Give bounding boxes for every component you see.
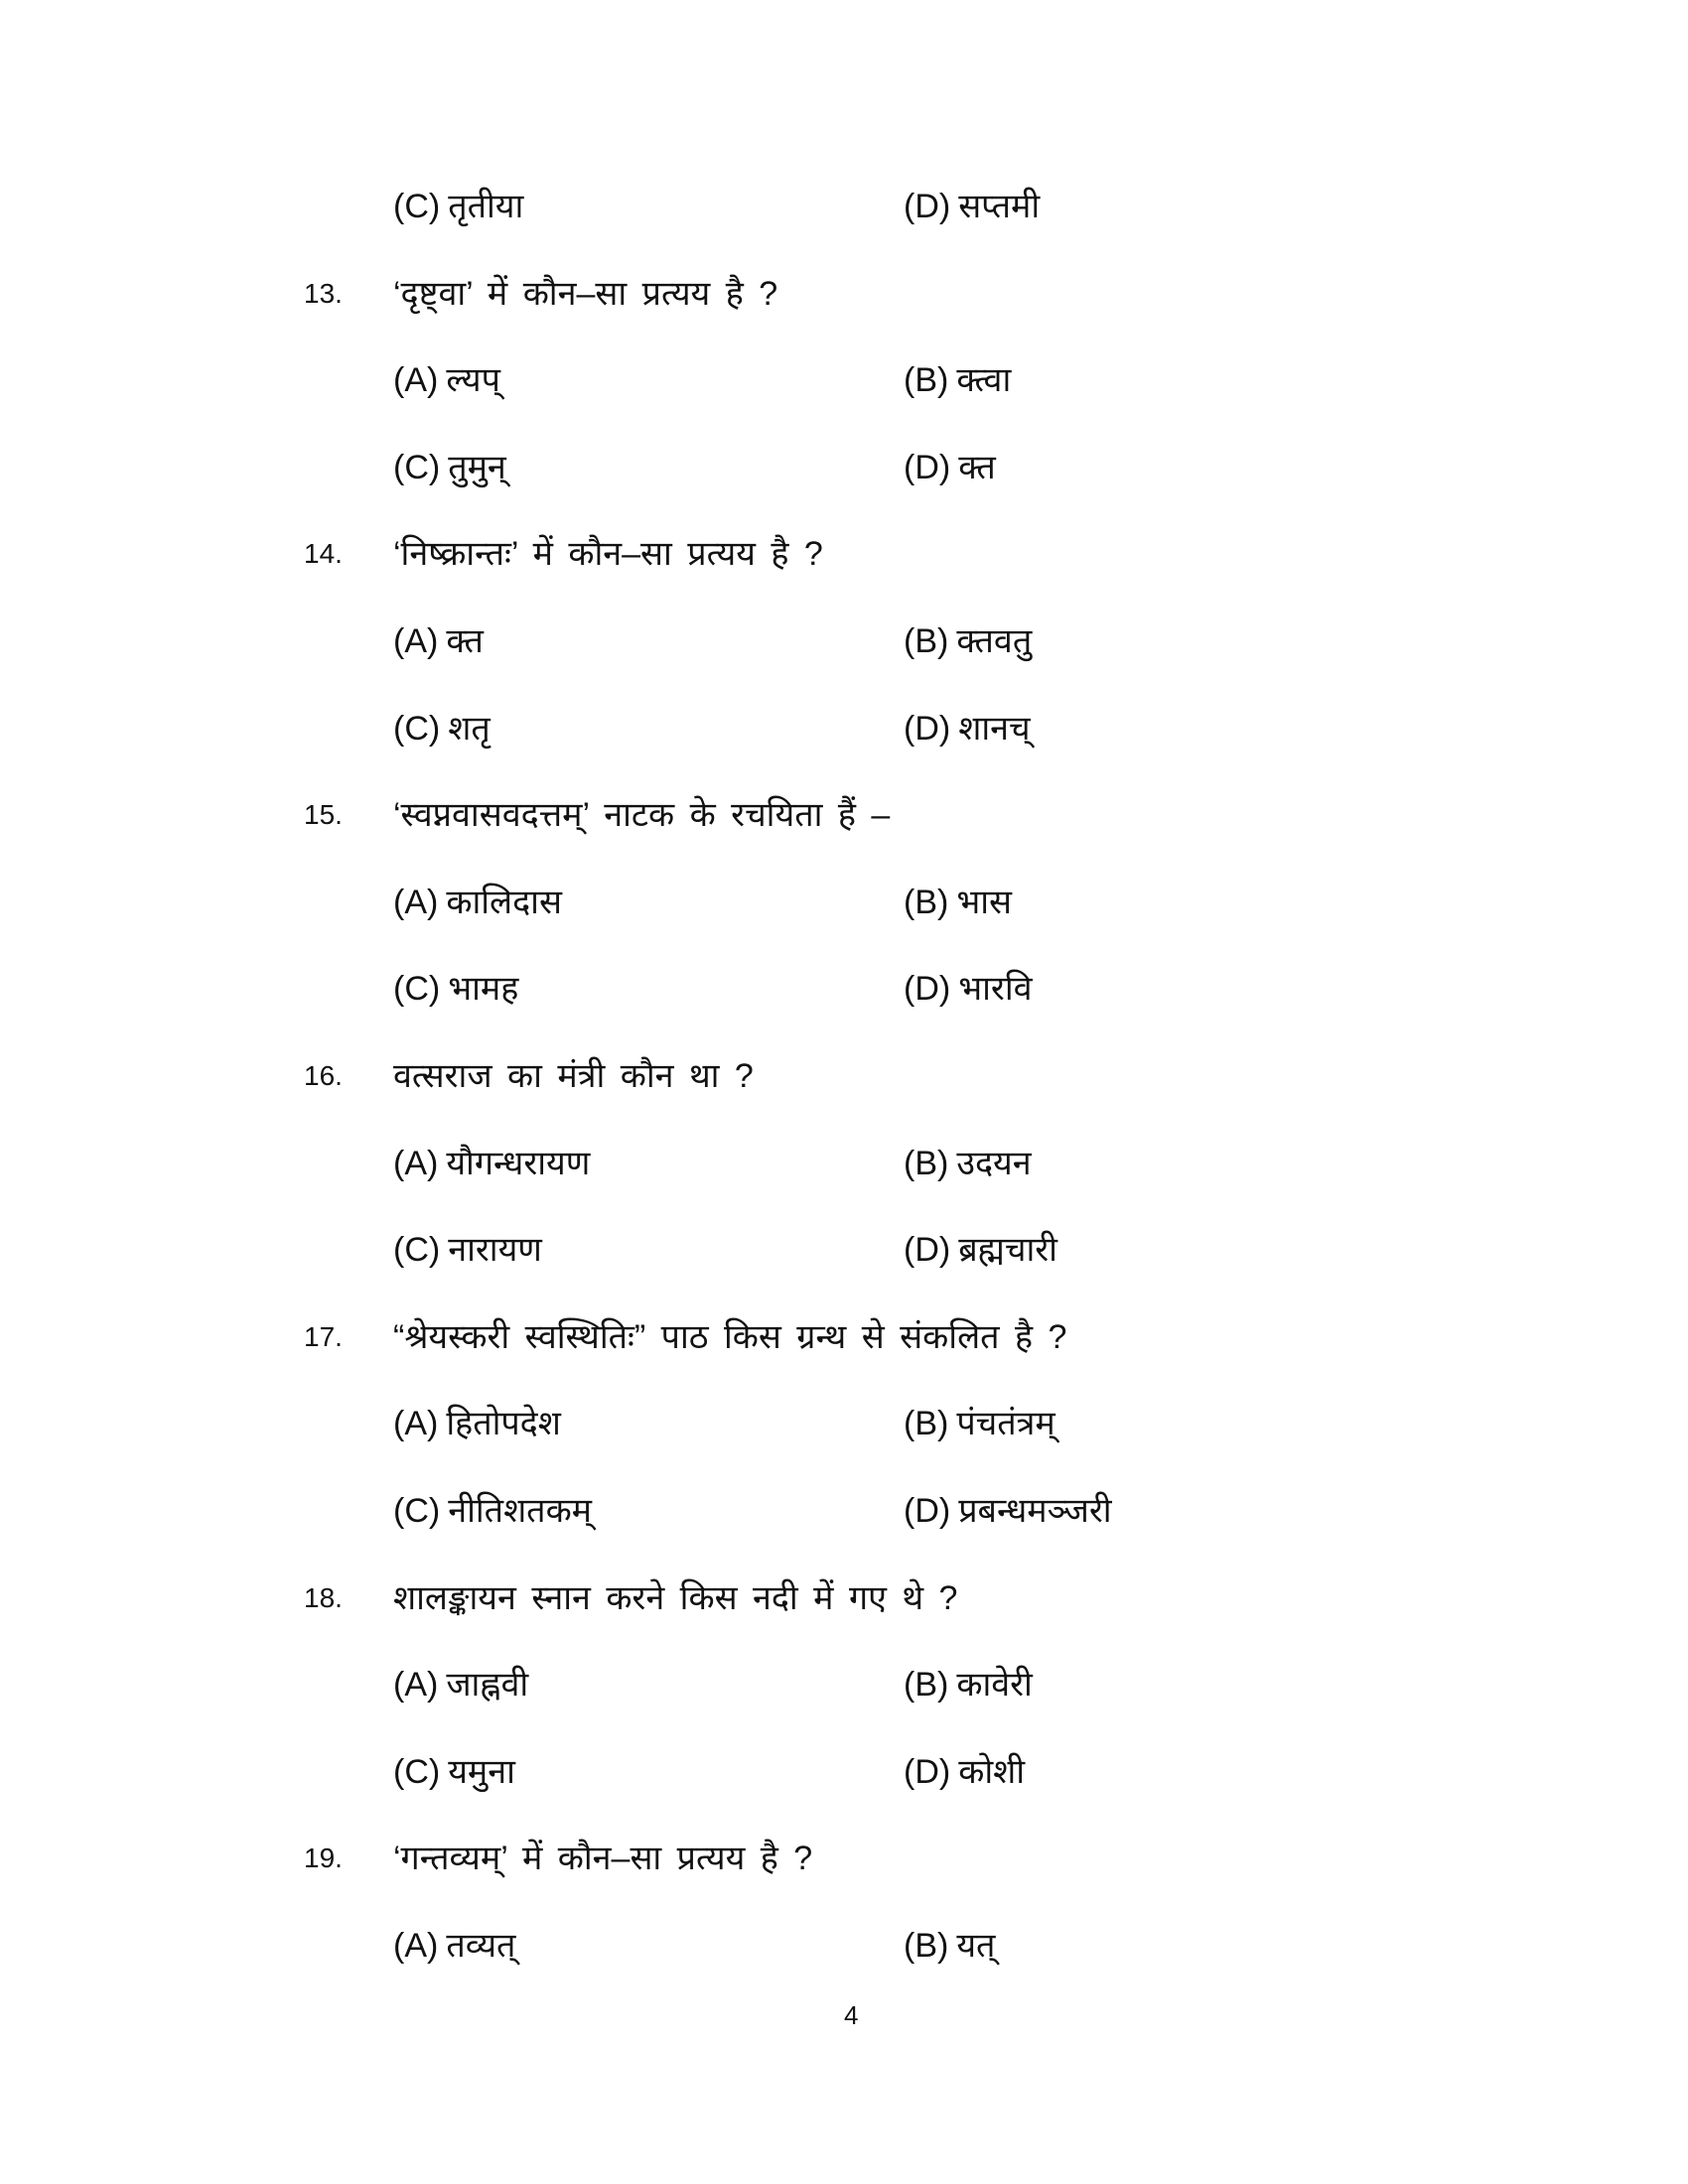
option-row xyxy=(0,873,1688,932)
option-row xyxy=(0,1481,1688,1541)
answer-option xyxy=(393,1394,561,1453)
option-text: नीतिशतकम् xyxy=(448,1492,593,1530)
option-row xyxy=(0,1655,1688,1714)
option-row xyxy=(0,350,1688,410)
question-number: 16. xyxy=(304,1060,343,1091)
option-label: (C) xyxy=(393,1752,441,1791)
option-label: (C) xyxy=(393,1231,441,1270)
option-text: पंचतंत्रम् xyxy=(956,1405,1055,1443)
option-label: (A) xyxy=(393,1927,439,1965)
answer-option xyxy=(904,612,1032,671)
option-label: (B) xyxy=(904,883,949,921)
option-row xyxy=(0,1742,1688,1802)
option-label: (B) xyxy=(904,1144,949,1182)
option-label: (A) xyxy=(393,1666,439,1705)
answer-option xyxy=(904,699,1031,758)
question-number: 13. xyxy=(304,277,343,309)
option-label: (A) xyxy=(393,1405,439,1443)
option-label: (A) xyxy=(393,883,439,921)
question-text: ‘निष्क्रान्तः’ में कौन–सा प्रत्यय है ? xyxy=(393,535,823,574)
answer-option xyxy=(904,1655,1033,1714)
question-row xyxy=(0,264,1688,324)
question-text: “श्रेयस्करी स्वस्थितिः” पाठ किस ग्रन्थ से संकलित है ? xyxy=(393,1317,1067,1356)
option-text: नारायण xyxy=(448,1231,542,1270)
option-text: कालिदास xyxy=(446,883,562,921)
question-text: ‘स्वप्नवासवदत्तम्’ नाटक के रचयिता हैं – xyxy=(393,796,891,835)
option-label: (A) xyxy=(393,622,439,660)
option-label: (B) xyxy=(904,1927,949,1965)
question-row xyxy=(0,1307,1688,1367)
answer-option xyxy=(904,350,1011,410)
option-text: तृतीया xyxy=(448,188,524,225)
option-text: क्तवतु xyxy=(956,622,1033,660)
answer-option xyxy=(393,177,523,236)
option-label: (D) xyxy=(904,1752,951,1791)
question-row xyxy=(0,1569,1688,1628)
option-row xyxy=(0,699,1688,758)
answer-option xyxy=(393,1481,592,1541)
option-text: उदयन xyxy=(956,1144,1032,1182)
option-label: (C) xyxy=(393,448,441,486)
option-text: यमुना xyxy=(448,1752,515,1791)
option-row xyxy=(0,1134,1688,1193)
option-row xyxy=(0,438,1688,497)
option-label: (D) xyxy=(904,1492,951,1530)
question-row xyxy=(0,1046,1688,1106)
question-number: 14. xyxy=(304,538,343,570)
question-text: ‘गन्तव्यम्’ में कौन–सा प्रत्यय है ? xyxy=(393,1840,813,1878)
answer-option xyxy=(393,959,518,1019)
answer-option xyxy=(393,1134,590,1193)
answer-option xyxy=(393,612,484,671)
option-label: (B) xyxy=(904,361,949,400)
question-number: 18. xyxy=(304,1581,343,1613)
answer-option xyxy=(393,350,500,410)
option-text: क्त xyxy=(958,448,996,486)
answer-option xyxy=(393,438,506,497)
option-text: हितोपदेश xyxy=(446,1405,561,1443)
question-text: वत्सराज का मंत्री कौन था ? xyxy=(393,1057,754,1095)
question-number: 19. xyxy=(304,1843,343,1874)
option-label: (D) xyxy=(904,448,951,486)
page-number: 4 xyxy=(844,2000,859,2030)
answer-option xyxy=(393,873,562,932)
option-row xyxy=(0,177,1688,236)
option-label: (D) xyxy=(904,1231,951,1270)
answer-option xyxy=(393,1220,542,1280)
answer-option xyxy=(904,1916,995,1976)
option-text: भारवि xyxy=(958,970,1033,1009)
question-number: 17. xyxy=(304,1320,343,1352)
option-row xyxy=(0,1394,1688,1453)
option-label: (B) xyxy=(904,622,949,660)
question-row xyxy=(0,1829,1688,1888)
option-text: भास xyxy=(956,883,1013,921)
option-text: शतृ xyxy=(448,709,491,748)
option-label: (A) xyxy=(393,1144,439,1182)
option-label: (C) xyxy=(393,709,441,748)
option-label: (C) xyxy=(393,970,441,1009)
option-text: शानच् xyxy=(958,709,1031,748)
option-label: (D) xyxy=(904,970,951,1009)
question-text: ‘दृष्ट्वा’ में कौन–सा प्रत्यय है ? xyxy=(393,274,778,313)
option-label: (D) xyxy=(904,709,951,748)
option-text: यत् xyxy=(956,1927,996,1965)
option-text: ब्रह्मचारी xyxy=(958,1231,1057,1270)
option-text: तुमुन् xyxy=(448,448,506,486)
question-text: शालङ्कायन स्नान करने किस नदी में गए थे ? xyxy=(393,1578,958,1617)
option-text: भामह xyxy=(448,970,519,1009)
answer-option xyxy=(904,1481,1112,1541)
option-row xyxy=(0,959,1688,1019)
answer-option xyxy=(393,699,491,758)
answer-option xyxy=(904,1134,1032,1193)
option-label: (B) xyxy=(904,1666,949,1705)
answer-option xyxy=(904,959,1033,1019)
answer-option xyxy=(904,438,996,497)
option-label: (C) xyxy=(393,188,441,225)
answer-option xyxy=(904,1220,1057,1280)
answer-option xyxy=(393,1916,515,1976)
option-text: सप्तमी xyxy=(958,188,1041,225)
question-row xyxy=(0,524,1688,584)
option-text: क्त xyxy=(446,622,484,660)
option-text: जाह्नवी xyxy=(446,1666,529,1705)
option-text: कोशी xyxy=(958,1752,1026,1791)
answer-option xyxy=(904,873,1012,932)
option-row xyxy=(0,612,1688,671)
option-text: क्त्वा xyxy=(956,361,1012,400)
option-label: (B) xyxy=(904,1405,949,1443)
option-label: (C) xyxy=(393,1492,441,1530)
question-number: 15. xyxy=(304,799,343,831)
answer-option xyxy=(904,1742,1025,1802)
question-row xyxy=(0,785,1688,845)
answer-option xyxy=(904,1394,1055,1453)
option-row xyxy=(0,1916,1688,1976)
option-text: यौगन्धरायण xyxy=(446,1144,591,1182)
option-label: (D) xyxy=(904,188,951,225)
option-text: कावेरी xyxy=(956,1666,1033,1705)
answer-option xyxy=(393,1655,528,1714)
option-text: तव्यत् xyxy=(446,1927,516,1965)
option-text: ल्यप् xyxy=(446,361,500,400)
option-row xyxy=(0,1220,1688,1280)
answer-option xyxy=(904,177,1040,236)
option-text: प्रबन्धमञ्जरी xyxy=(958,1492,1112,1530)
option-label: (A) xyxy=(393,361,439,400)
answer-option xyxy=(393,1742,515,1802)
